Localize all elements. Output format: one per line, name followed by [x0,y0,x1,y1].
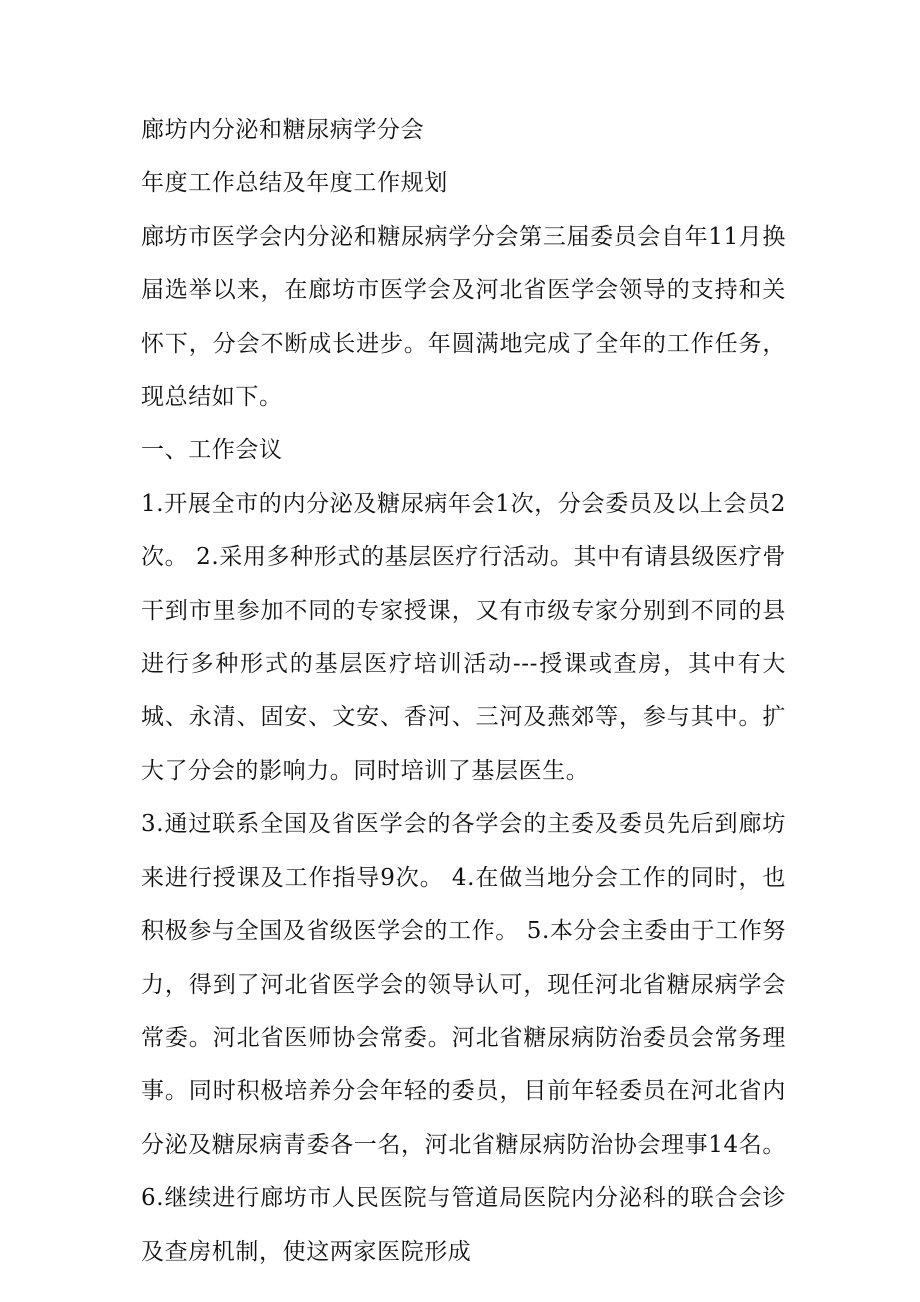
body-paragraph-2: 3.通过联系全国及省医学会的各学会的主委及委员先后到廊坊来进行授课及工作指导9次。 4.在做当地分会工作的同时，也积极参与全国及省级医学会的工作。 5.本分会主委由于工作努力，得到了河北省医学会的领导认可，现任河北省糖尿病学会常委。河北省医师协会常委。河北省糖尿病防治委员会常务理事。同时积极培养分会年轻的委员，目前年轻委员在河北省内分泌及糖尿病青委各一名，河北省糖尿病防治协会理事14名。 6.继续进行廊坊市人民医院与管道局医院内分泌科的联合会诊及查房机制，使这两家医院形成 [141,811,786,1265]
body-paragraph-1: 1.开展全市的内分泌及糖尿病年会1次，分会委员及以上会员2次。 2.采用多种形式的基层医疗行活动。其中有请县级医疗骨干到市里参加不同的专家授课，又有市级专家分别到不同的县进行多种形式的基层医疗培训活动---授课或查房，其中有大城、永清、固安、文安、香河、三河及燕郊等，参与其中。扩大了分会的影响力。同时培训了基层医生。 [141,490,786,784]
document-body [141,104,786,1279]
intro-paragraph: 廊坊市医学会内分泌和糖尿病学分会第三届委员会自年11月换届选举以来，在廊坊市医学会及河北省医学会领导的支持和关怀下，分会不断成长进步。年圆满地完成了全年的工作任务，现总结如下。 [141,223,786,411]
document-title-line-1: 廊坊内分泌和糖尿病学分会 [141,117,425,143]
document-title-line-2: 年度工作总结及年度工作规划 [141,170,448,197]
section-heading-meetings: 一、工作会议 [141,437,283,464]
